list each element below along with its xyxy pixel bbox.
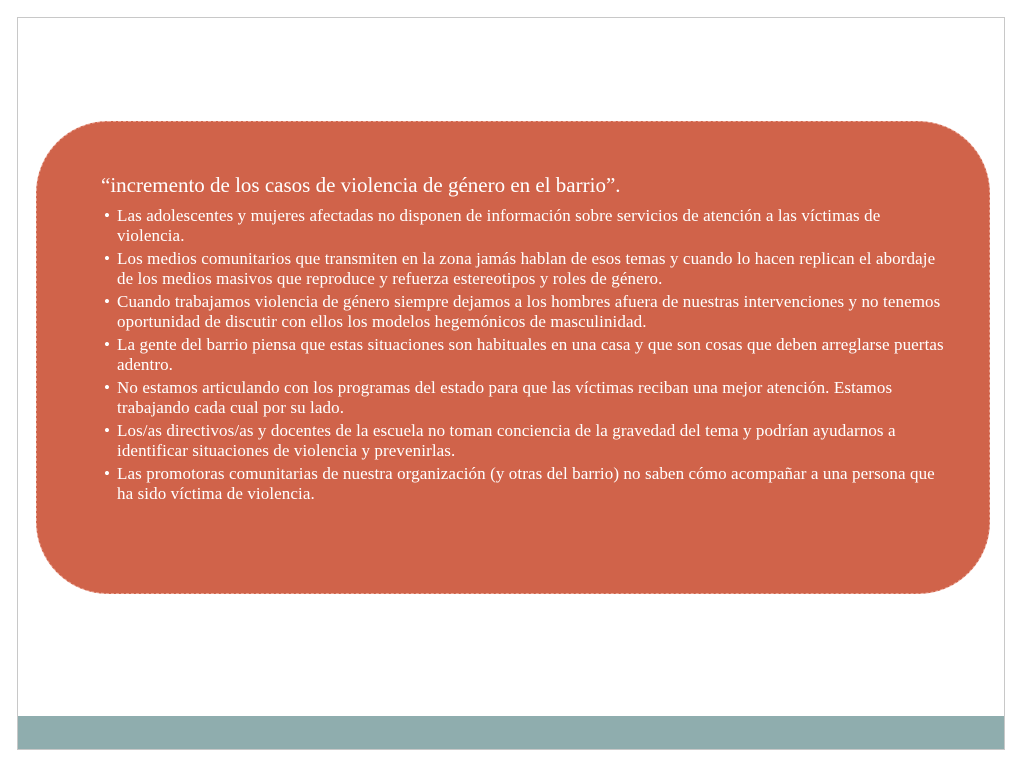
bullet-mark: • [104, 249, 111, 268]
bullet-mark: • [104, 421, 111, 440]
bullet-mark: • [104, 378, 111, 397]
bullet-item [67, 249, 949, 289]
bullet-text: Las promotoras comunitarias de nuestra organización (y otras del barrio) no saben cómo acompañar a una persona que ha sido víctima de violencia. [117, 464, 935, 503]
bullet-text: Los medios comunitarios que transmiten en la zona jamás hablan de esos temas y cuando lo hacen replican el abordaje de los medios masivos que reproduce y refuerza estereotipos y roles de género. [117, 249, 936, 288]
bullet-list [67, 206, 949, 504]
bullet-text: Cuando trabajamos violencia de género siempre dejamos a los hombres afuera de nuestras intervenciones y no tenemos oportunidad de discutir con ellos los modelos hegemónicos de masculinidad. [117, 292, 941, 331]
problem-card [36, 121, 990, 594]
bullet-text: Las adolescentes y mujeres afectadas no disponen de información sobre servicios de atención a las víctimas de violencia. [117, 206, 881, 245]
footer-bar [18, 716, 1004, 749]
bullet-text: La gente del barrio piensa que estas situaciones son habituales en una casa y que son cosas que deben arreglarse puertas adentro. [117, 335, 944, 374]
bullet-item [67, 292, 949, 332]
bullet-item [67, 335, 949, 375]
bullet-mark: • [104, 464, 111, 483]
card-title: “incremento de los casos de violencia de género en el barrio”. [101, 173, 621, 197]
bullet-text: Los/as directivos/as y docentes de la escuela no toman conciencia de la gravedad del tema y podrían ayudarnos a identificar situaciones de violencia y prevenirlas. [117, 421, 896, 460]
bullet-item [67, 464, 949, 504]
bullet-item [67, 378, 949, 418]
bullet-mark: • [104, 206, 111, 225]
bullet-text: No estamos articulando con los programas del estado para que las víctimas reciban una mejor atención. Estamos trabajando cada cual por su lado. [117, 378, 893, 417]
bullet-item [67, 206, 949, 246]
bullet-mark: • [104, 335, 111, 354]
bullet-mark: • [104, 292, 111, 311]
bullet-item [67, 421, 949, 461]
